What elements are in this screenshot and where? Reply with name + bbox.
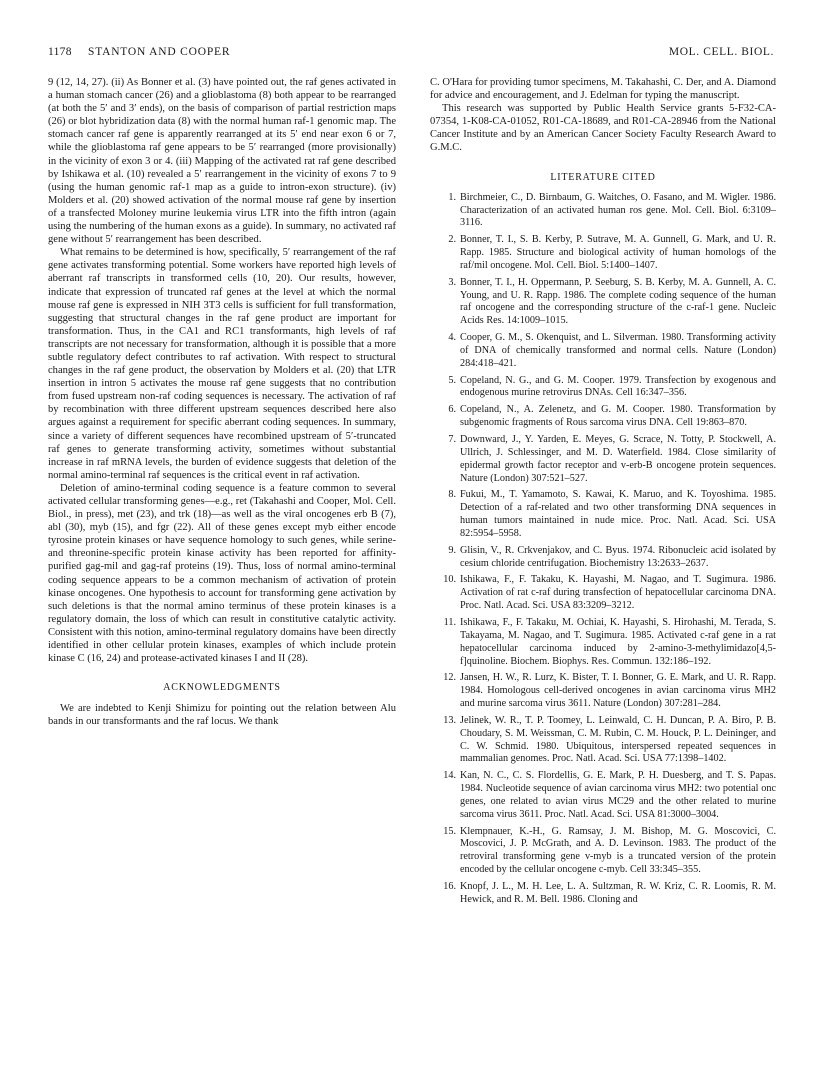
reference-text: Copeland, N. G., and G. M. Cooper. 1979. Transfection by exogenous and endogenous murine retrovirus DNAs. Cell 16:347–356. bbox=[460, 374, 776, 399]
acknowledgments-heading: ACKNOWLEDGMENTS bbox=[163, 682, 281, 694]
reference-number: 7. bbox=[448, 434, 456, 445]
reference-text: Fukui, M., T. Yamamoto, S. Kawai, K. Maruo, and K. Toyoshima. 1985. Detection of a raf-related and two other transforming DNA sequences in human tumors maintained in nude mice. Proc. Natl. Acad. Sci. USA 82:5954–5958. bbox=[460, 489, 776, 539]
left-column bbox=[48, 76, 396, 729]
body-paragraph: What remains to be determined is how, specifically, 5′ rearrangement of the raf gene activates transforming potential. Some workers have reported high levels of aberrant raf transcripts in transformed cells (10, 20). Our results, however, indicate that expression of truncated raf genes at the level at which the normal mouse raf gene is expressed in NIH 3T3 cells is sufficient for full transformation, suggesting that structural changes in the raf gene product are important for transformation. Thus, in the CA1 and RC1 transformants, high levels of raf transcripts are not necessary for transformation, although it is possible that a more subtle regulatory defect contributes to raf activation. With respect to structural changes in the raf gene product, the observation by Molders et al. (20) that LTR insertion in intron 5 activates the mouse raf gene suggests that no contribution from fused upstream non-raf coding sequences is necessary. The activation of raf by recombination with three different upstream sequences described here also argues against a requirement for specific aberrant coding sequences. In summary, since a variety of different sequences have recombined upstream of 5′-truncated raf genes to generate transforming activity, sometimes without substantial increase in raf mRNA levels, the burden of evidence suggests that deletion of the normal amino-terminal raf sequences is the critical event in raf activation. bbox=[48, 247, 396, 481]
reference-text: Jansen, H. W., R. Lurz, K. Bister, T. I. Bonner, G. E. Mark, and U. R. Rapp. 1984. Homologous cell-derived oncogenes in avian carcinoma virus MH2 and murine sarcoma virus 3611. Nature (London) 307:281–284. bbox=[460, 672, 776, 710]
reference-text: Cooper, G. M., S. Okenquist, and L. Silverman. 1980. Transforming activity of DNA of chemically transformed and normal cells. Nature (London) 284:418–421. bbox=[460, 332, 776, 369]
reference-item bbox=[430, 404, 776, 430]
right-column bbox=[430, 76, 776, 911]
reference-number: 5. bbox=[448, 374, 456, 386]
reference-item bbox=[430, 826, 776, 877]
reference-text: Bonner, T. I., S. B. Kerby, P. Sutrave, M. A. Gunnell, G. Mark, and U. R. Rapp. 1985. Structure and biological activity of human homologs of the raf/mil oncogene. Mol. Cell. Biol. 5:1400–1407. bbox=[460, 234, 776, 271]
reference-number: 4. bbox=[448, 332, 456, 344]
reference-number: 8. bbox=[448, 489, 456, 501]
acknowledgments-text: We are indebted to Kenji Shimizu for pointing out the relation between Alu bands in our transformants and the raf locus. We thank bbox=[48, 703, 396, 728]
reference-text: Birchmeier, C., D. Birnbaum, G. Waitches, O. Fasano, and M. Wigler. 1986. Characterization of an activated human ros gene. Mol. Cell. Biol. 6:3109–3116. bbox=[460, 191, 776, 229]
reference-number: 12. bbox=[443, 672, 456, 684]
reference-item bbox=[430, 234, 776, 273]
body-paragraph: Deletion of amino-terminal coding sequence is a feature common to several activated cellular transforming genes—e.g., ret (Takahashi and Cooper, Mol. Cell. Biol., in press), met (23), and trk (18)—as well as the viral oncogenes erb B (7), abl (30), myb (15), and fgr (22). All of these genes except myb either encode tyrosine protein kinases or have sequence homology to such genes, while serine- and threonine-specific protein kinase activity has been reported for affinity-purified gag-mil and gag-raf proteins (19). Thus, loss of normal amino-terminal coding sequence appears to be a common mechanism of activation of protein kinase oncogenes. One hypothesis to account for transforming gene activation by such deletions is that the normal amino terminus of these protein kinases is a regulatory domain, the loss of which can result in constitutive catalytic activity. Consistent with this notion, amino-terminal regulatory domains have been directly identified in other cellular protein kinases, examples of which include protein kinase C (16, 24) and protease-activated kinases I and II (28). bbox=[48, 482, 396, 665]
reference-list bbox=[430, 192, 776, 907]
reference-item bbox=[430, 617, 776, 668]
reference-item bbox=[430, 574, 776, 613]
reference-item bbox=[430, 332, 776, 371]
reference-text: Kan, N. C., C. S. Flordellis, G. E. Mark, P. H. Duesberg, and T. S. Papas. 1984. Nucleotide sequence of avian carcinoma virus MH2: two potential onc genes, one related to avian virus MC29 and the other related to murine sarcoma virus 3611. Proc. Natl. Acad. Sci. USA 81:3000–3004. bbox=[460, 770, 776, 820]
reference-item bbox=[430, 881, 776, 907]
reference-item bbox=[430, 434, 776, 485]
reference-item bbox=[430, 489, 776, 540]
reference-number: 1. bbox=[448, 191, 456, 203]
reference-item bbox=[430, 715, 776, 766]
reference-number: 10. bbox=[443, 574, 456, 586]
reference-number: 16. bbox=[443, 881, 456, 892]
reference-text: Downward, J., Y. Yarden, E. Meyes, G. Scrace, N. Totty, P. Stockwell, A. Ullrich, J. Schlessinger, and M. D. Waterfield. 1984. Close similarity of epidermal growth factor receptor and v-erb-B oncogene protein sequences. Nature (London) 307:521–527. bbox=[460, 434, 776, 484]
acknowledgments-continuation: C. O'Hara for providing tumor specimens, M. Takahashi, C. Der, and A. Diamond for advice and encouragement, and J. Edelman for typing the manuscript. bbox=[430, 77, 776, 102]
reference-number: 9. bbox=[448, 544, 456, 556]
reference-text: Knopf, J. L., M. H. Lee, L. A. Sultzman, R. W. Kriz, C. R. Loomis, R. M. Hewick, and R. M. Bell. 1986. Cloning and bbox=[460, 881, 776, 905]
reference-item bbox=[430, 375, 776, 401]
page-number: 1178 bbox=[48, 46, 72, 58]
reference-number: 3. bbox=[448, 276, 456, 288]
reference-item bbox=[430, 672, 776, 711]
support-statement: This research was supported by Public Health Service grants 5-F32-CA-07354, 1-K08-CA-01052, R01-CA-18689, and R01-CA-28946 from the National Cancer Institute and by an American Cancer Society Faculty Research Award to G.M.C. bbox=[430, 103, 776, 154]
reference-number: 15. bbox=[443, 825, 456, 837]
reference-text: Jelinek, W. R., T. P. Toomey, L. Leinwald, C. H. Duncan, P. A. Biro, P. B. Choudary, S. M. Weissman, C. M. Rubin, C. M. Houck, P. L. Deininger, and C. W. Schmid. 1980. Ubiquitous, interspersed repeated sequences in mammalian genomes. Proc. Natl. Acad. Sci. USA 77:1398–1402. bbox=[460, 714, 776, 765]
literature-cited-heading: LITERATURE CITED bbox=[550, 171, 656, 183]
reference-text: Bonner, T. I., H. Oppermann, P. Seeburg, S. B. Kerby, M. A. Gunnell, A. C. Young, and U. R. Rapp. 1986. The complete coding sequence of the human raf oncogene and the corresponding structure of the c-raf-1 gene. Nucleic Acids Res. 14:1009–1015. bbox=[460, 276, 776, 327]
reference-item bbox=[430, 770, 776, 821]
reference-text: Ishikawa, F., F. Takaku, K. Hayashi, M. Nagao, and T. Sugimura. 1986. Activation of rat c-raf during transfection of hepatocellular carcinoma DNA. Proc. Natl. Acad. Sci. USA 83:3209–3212. bbox=[460, 574, 776, 612]
reference-item bbox=[430, 545, 776, 571]
reference-text: Klempnauer, K.-H., G. Ramsay, J. M. Bishop, M. G. Moscovici, C. Moscovici, J. P. McGrath, and A. D. Levinson. 1983. The product of the retroviral transforming gene v-myb is a truncated version of the protein encoded by the cellular oncogene c-myb. Cell 33:345–355. bbox=[460, 825, 776, 876]
reference-item bbox=[430, 192, 776, 231]
reference-number: 13. bbox=[443, 714, 456, 726]
running-authors: STANTON AND COOPER bbox=[88, 46, 231, 58]
journal-name: MOL. CELL. BIOL. bbox=[668, 46, 774, 58]
reference-text: Ishikawa, F., F. Takaku, M. Ochiai, K. Hayashi, S. Hirohashi, M. Terada, S. Takayama, M. Nagao, and T. Sugimura. 1985. Activated c-raf gene in a rat hepatocellular carcinoma induced by 2-amino-3-methylimidazo[4,5-f]quinoline. Biochem. Biophys. Res. Commun. 132:186–192. bbox=[460, 616, 776, 667]
reference-text: Copeland, N., A. Zelenetz, and G. M. Cooper. 1980. Transformation by subgenomic fragments of Rous sarcoma virus DNA. Cell 19:863–870. bbox=[460, 404, 776, 429]
reference-item bbox=[430, 277, 776, 328]
reference-number: 6. bbox=[448, 404, 456, 416]
reference-number: 14. bbox=[443, 770, 456, 782]
reference-text: Glisin, V., R. Crkvenjakov, and C. Byus. 1974. Ribonucleic acid isolated by cesium chloride centrifugation. Biochemistry 13:2633–2637. bbox=[460, 544, 776, 569]
reference-number: 11. bbox=[443, 616, 456, 628]
body-paragraph: 9 (12, 14, 27). (ii) As Bonner et al. (3) have pointed out, the raf genes activated in a human stomach cancer (26) and a glioblastoma (8) both appear to be rearranged (at both the 5′ and 3′ ends), on the basis of comparison of partial restriction maps (26) or blot hybridization data (8) with the normal human raf-1 genomic map. The stomach cancer raf gene is apparently rearranged at its 5′ end near exon 6 or 7, while the glioblastoma raf gene appears to be 5′ rearranged (more provisionally) in the vicinity of exon 3 or 4. (iii) Mapping of the activated rat raf gene described by Ishikawa et al. (10) revealed a 5′ rearrangement in the vicinity of exons 7 to 9 (using the human genomic raf-1 map as a guide to intron-exon structure). (iv) Molders et al. (20) showed activation of the normal mouse raf gene by insertion of a transfected Moloney murine leukemia virus LTR into the fifth intron (again using the numbering of the human exons as a guide). In summary, no activated raf gene without 5′ rearrangement has been described. bbox=[48, 77, 396, 246]
reference-number: 2. bbox=[448, 234, 456, 246]
running-header bbox=[48, 46, 774, 62]
